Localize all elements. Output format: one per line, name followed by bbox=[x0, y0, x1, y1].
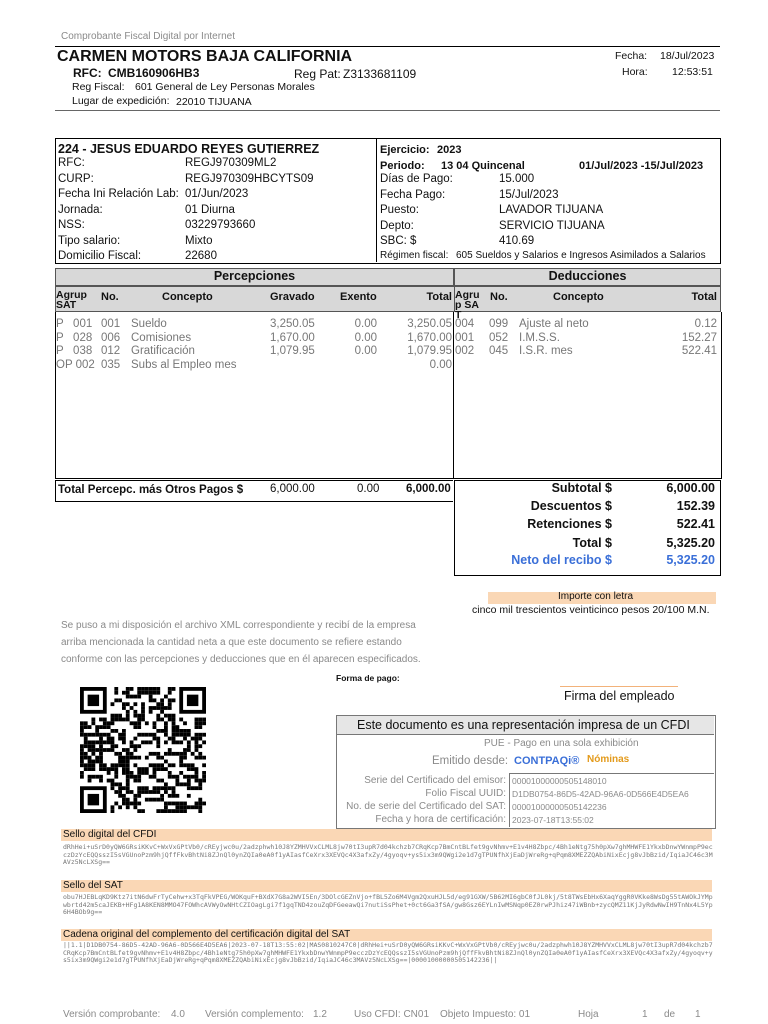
company-name: CARMEN MOTORS BAJA CALIFORNIA bbox=[57, 48, 353, 65]
employee-right-label: Fecha Pago: bbox=[380, 188, 446, 201]
header-top-rule bbox=[55, 46, 720, 47]
perc-row-concepto: Comisiones bbox=[131, 331, 192, 344]
deducciones-title: Deducciones bbox=[454, 268, 721, 286]
cert-field-value: 00001000000505142236 bbox=[512, 802, 607, 812]
employee-field-label: Fecha Ini Relación Lab: bbox=[58, 188, 179, 200]
lugar-value: 22010 TIJUANA bbox=[176, 96, 252, 108]
perc-row-agrup: OP 002 bbox=[56, 358, 95, 371]
perc-total-exento: 0.00 bbox=[357, 483, 380, 495]
ded-row-no: 045 bbox=[489, 345, 509, 357]
hora-label: Hora: bbox=[622, 66, 648, 78]
employee-field-label: CURP: bbox=[58, 172, 94, 185]
perc-row-gravado: 1,670.00 bbox=[270, 331, 315, 344]
perc-row-exento: 0.00 bbox=[354, 345, 377, 357]
version-label: Versión comprobante: bbox=[63, 1009, 161, 1020]
forma-pago-label: Forma de pago: bbox=[336, 673, 400, 683]
qr-code bbox=[80, 684, 206, 816]
employee-field-label: Jornada: bbox=[58, 203, 103, 216]
sello-cfdi-title: Sello digital del CFDI bbox=[63, 829, 157, 840]
firma-label: Firma del empleado bbox=[564, 689, 675, 703]
perc-col-gravado: Gravado bbox=[270, 291, 315, 303]
hora-value: 12:53:51 bbox=[672, 66, 713, 78]
employee-field-value: 01/Jun/2023 bbox=[185, 188, 249, 200]
ded-row-concepto: I.M.S.S. bbox=[519, 331, 560, 344]
perc-row-total: 1,079.95 bbox=[407, 345, 452, 357]
perc-col-total: Total bbox=[426, 291, 452, 303]
cadena-text: ||1.1|D1DB0754-86D5-42AD-96A6-0D566E4D5EA6|2023-07-18T13:55:02|MAS0810247C0|dRhHei+uSrD0yQW6GRsiKKvC+WxVxGPtVb0/cREyjwc0u/2adzphwh10J8YZMHVVxCLML8jw70tI3upR7d04kchzb7CRqKcp7BmCntBLfet9gvNhmv+E1v4H8Zbpc/4Bh1eNtg75h0pXw7ghMHWFE1YkxbDnwYWnmpP9ecczDzYcEQQsszI5sVGUnoPzm9hjQffFkvBhtNi8ZJnQl0ynZQIa0eA0f1yAIasfCeXrx3XEVQc4X3afxZy/4gyoqv+ys5ix3m9QWgi2e1d7gTPUNfhXjEaDjWreRg+qPqm8XMEZZQAbiNixEcjg8vJbBzid/IqiaJC46c3MAVz5NcLXSg==|00001000000505142236|| bbox=[63, 941, 713, 965]
perc-col-concepto: Concepto bbox=[162, 291, 213, 303]
employee-field-label: Domicilio Fiscal: bbox=[58, 250, 142, 262]
complemento-label: Versión complemento: bbox=[205, 1009, 304, 1020]
perc-row-exento: 0.00 bbox=[354, 318, 377, 330]
totals-label: Total $ bbox=[572, 535, 612, 550]
employee-field-value: 22680 bbox=[185, 250, 217, 262]
cert-field-label: No. de serie del Certificado del SAT: bbox=[346, 801, 506, 812]
totals-label: Subtotal $ bbox=[551, 481, 612, 495]
totals-label: Retenciones $ bbox=[527, 517, 612, 532]
importe-value: cinco mil trescientos veinticinco pesos 20/100 M.N. bbox=[472, 604, 710, 616]
perc-row-agrup: P 038 bbox=[56, 345, 93, 357]
doc-type: Comprobante Fiscal Digital por Internet bbox=[61, 31, 235, 42]
perc-row-no: 001 bbox=[101, 318, 121, 330]
employee-right-value: 15.000 bbox=[499, 173, 535, 185]
fecha-label: Fecha: bbox=[615, 50, 648, 62]
sello-cfdi-title-bg bbox=[61, 829, 712, 841]
percepciones-title: Percepciones bbox=[55, 268, 454, 286]
employee-right-label: Días de Pago: bbox=[380, 173, 453, 185]
perc-row-concepto: Gratificación bbox=[131, 345, 195, 357]
perc-row-gravado: 3,250.05 bbox=[270, 318, 315, 330]
perc-col-no: No. bbox=[101, 291, 119, 303]
cert-field-label: Serie del Certificado del emisor: bbox=[364, 775, 506, 786]
employee-field-label: NSS: bbox=[58, 219, 85, 231]
cert-field-value: D1DB0754-86D5-42AD-96A6-0D566E4D5EA6 bbox=[512, 789, 689, 799]
periodo-label: Periodo: bbox=[380, 160, 425, 172]
disclaimer-line-1: Se puso a mi disposición el archivo XML correspondiente y recibí de la empresa bbox=[61, 620, 416, 631]
perc-total-gravado: 6,000.00 bbox=[270, 483, 315, 495]
cert-field-value: 00001000000505148010 bbox=[512, 776, 607, 786]
employee-right-label: Puesto: bbox=[380, 204, 419, 216]
ejercicio-value: 2023 bbox=[437, 144, 462, 156]
ded-row-agrup: 001 bbox=[455, 331, 475, 344]
emitido-label: Emitido desde: bbox=[432, 755, 509, 767]
disclaimer-line-3: conforme con las percepciones y deducciones que en él aparecen especificados. bbox=[61, 654, 421, 665]
nominas-logo: Nóminas bbox=[587, 754, 630, 765]
cfdi-pue: PUE - Pago en una sola exhibición bbox=[484, 738, 639, 749]
hoja-total: 1 bbox=[695, 1009, 701, 1020]
cert-field-label: Fecha y hora de certificación: bbox=[375, 814, 506, 825]
ded-row-no: 099 bbox=[489, 318, 509, 330]
ded-col-concepto: Concepto bbox=[553, 291, 604, 303]
perc-row-concepto: Sueldo bbox=[131, 318, 167, 330]
employee-box-divider bbox=[376, 138, 377, 262]
sello-sat-title-bg bbox=[61, 880, 712, 892]
sello-sat-text: obu7HJEBLqKD9Ktz7itN6dwFrTyCehw+x3TqFkVPEG/WOKquF+BXdX7G8a2WVI5En/3DOlcGEZnVjo+fBL5Zo6M4Vgm2QxuHJL5d/eg91GXW/5B62MI6gbC0fJL0kj/5t8TWsEbHx6XaqYggR0VKke8WsDg55tAWOkJYMpwbrtd42m5caJEKB+HFg1A8KEN8MMO47FOWhcAVWyOwNHtCZIOagLgi7f1gqTND4zouZqDFGeeawQi7nutiSsPhet+0ct6Ga3fSA/gw8Gsz6EYLnIwMSNqp0EZ0rwPJhiz47iWBnb+zycQMZ11KjJyRdwNwIH9TnNx4L5Yp6H4BOb9g== bbox=[63, 893, 713, 917]
totals-value: 522.41 bbox=[676, 517, 715, 532]
cert-field-value: 2023-07-18T13:55:02 bbox=[512, 815, 594, 825]
ded-row-agrup: 002 bbox=[455, 345, 475, 357]
perc-row-no: 035 bbox=[101, 358, 121, 371]
importe-label: Importe con letra bbox=[558, 591, 634, 602]
perc-row-total: 1,670.00 bbox=[407, 331, 452, 344]
employee-right-value: LAVADOR TIJUANA bbox=[499, 204, 604, 216]
perc-row-agrup: P 001 bbox=[56, 318, 93, 330]
employee-field-label: RFC: bbox=[58, 157, 85, 169]
totals-value: 152.39 bbox=[676, 499, 715, 514]
fecha-value: 18/Jul/2023 bbox=[660, 50, 715, 62]
perc-row-no: 006 bbox=[101, 331, 121, 344]
rfc-label: RFC: bbox=[73, 66, 102, 80]
regimen-label: Régimen fiscal: bbox=[380, 250, 449, 261]
cadena-title: Cadena original del complemento del certificación digital del SAT bbox=[63, 929, 351, 940]
perc-total-label: Total Percepc. más Otros Pagos $ bbox=[58, 484, 244, 496]
ded-row-total: 152.27 bbox=[681, 331, 717, 344]
perc-row-total: 0.00 bbox=[429, 358, 452, 371]
items-divider bbox=[453, 312, 454, 478]
complemento-value: 1.2 bbox=[313, 1009, 327, 1020]
employee-right-value: 15/Jul/2023 bbox=[499, 188, 559, 201]
disclaimer-line-2: arriba mencionada la cantidad neta a que este documento se refiere estando bbox=[61, 637, 402, 648]
rfc-value: CMB160906HB3 bbox=[108, 66, 200, 80]
employee-field-value: REGJ970309ML2 bbox=[185, 157, 277, 169]
perc-row-gravado: 1,079.95 bbox=[270, 345, 315, 357]
totals-value: 6,000.00 bbox=[666, 481, 715, 495]
perc-total-total: 6,000.00 bbox=[406, 483, 451, 495]
employee-field-label: Tipo salario: bbox=[58, 234, 121, 247]
employee-right-value: SERVICIO TIJUANA bbox=[499, 219, 605, 232]
perc-row-concepto: Subs al Empleo mes bbox=[131, 358, 237, 371]
neto-label: Neto del recibo $ bbox=[511, 553, 612, 567]
perc-col-exento: Exento bbox=[340, 291, 377, 303]
periodo-value: 13 04 Quincenal bbox=[441, 160, 525, 172]
employee-right-value: 410.69 bbox=[499, 235, 535, 247]
cfdi-title: Este documento es una representación impresa de un CFDI bbox=[357, 718, 690, 732]
employee-field-value: 03229793660 bbox=[185, 219, 256, 231]
totals-label: Descuentos $ bbox=[530, 499, 612, 514]
employee-field-value: REGJ970309HBCYTS09 bbox=[185, 172, 314, 185]
ejercicio-label: Ejercicio: bbox=[380, 144, 430, 156]
hoja-num: 1 bbox=[642, 1009, 648, 1020]
regimen-value: 605 Sueldos y Salarios e Ingresos Asimilados a Salarios bbox=[456, 250, 706, 261]
totals-value: 5,325.20 bbox=[666, 535, 715, 550]
objeto-impuesto: Objeto Impuesto: 01 bbox=[440, 1009, 531, 1020]
hoja-label: Hoja bbox=[578, 1009, 599, 1020]
perc-row-total: 3,250.05 bbox=[407, 318, 452, 330]
header-bottom-rule bbox=[55, 110, 720, 111]
ded-col-no: No. bbox=[490, 291, 508, 303]
perc-row-no: 012 bbox=[101, 345, 121, 357]
uso-cfdi: Uso CFDI: CN01 bbox=[354, 1009, 430, 1020]
reg-fiscal-value: 601 General de Ley Personas Morales bbox=[135, 81, 315, 93]
employee-field-value: Mixto bbox=[185, 234, 213, 247]
reg-fiscal-label: Reg Fiscal: bbox=[72, 81, 125, 93]
perc-row-agrup: P 028 bbox=[56, 331, 93, 344]
employee-right-label: Depto: bbox=[380, 219, 414, 232]
employee-name: 224 - JESUS EDUARDO REYES GUTIERREZ bbox=[58, 142, 320, 156]
contpaqi-logo: CONTPAQi® bbox=[514, 755, 580, 767]
ded-col-agrup: Agru p SA T bbox=[455, 289, 480, 321]
hoja-de: de bbox=[664, 1009, 676, 1020]
sello-sat-title: Sello del SAT bbox=[63, 880, 123, 891]
version-value: 4.0 bbox=[171, 1009, 185, 1020]
periodo-range: 01/Jul/2023 -15/Jul/2023 bbox=[579, 160, 704, 172]
employee-right-label: SBC: $ bbox=[380, 235, 417, 247]
sello-cfdi-text: dRhHei+uSrD0yQW6GRsiKKvC+WxVxGPtVb0/cREyjwc0u/2adzphwh10J8YZMHVVxCLML8jw70tI3upR7d04kchzb7CRqKcp7BmCntBLfet9gvNhmv+E1v4H8Zbpc/4Bh1eNtg75h0pXw7ghMHWFE1YkxbDnwYWnmpP9ecczDzYcEQQsszI5sVGUnoPzm9hjQffFkvBhtNi8ZJnQl0ynZQIa0eA0f1yAIasfCeXrx3XEVQc4X3afxZy/4gyoqv+ys5ix3m9QWgi2e1d7gTPUNfhXjEaDjWreRg+qPqm8XMEZZQAbiNixEcjg8vJbBzid/IqiaJC46c3MAVz5NcLXSg== bbox=[63, 843, 713, 867]
neto-value: 5,325.20 bbox=[666, 553, 715, 567]
regpat-label: Reg Pat: bbox=[294, 67, 341, 81]
ded-row-concepto: Ajuste al neto bbox=[519, 318, 589, 330]
ded-row-no: 052 bbox=[489, 331, 509, 344]
regpat-value: Z3133681109 bbox=[343, 67, 417, 81]
ded-row-total: 0.12 bbox=[694, 318, 717, 330]
cert-field-label: Folio Fiscal UUID: bbox=[425, 788, 506, 799]
lugar-label: Lugar de expedición: bbox=[72, 95, 170, 107]
firma-line bbox=[560, 686, 678, 687]
perc-col-agrup: Agrup SAT bbox=[56, 289, 87, 311]
perc-row-exento: 0.00 bbox=[354, 331, 377, 344]
employee-field-value: 01 Diurna bbox=[185, 203, 235, 216]
ded-col-total: Total bbox=[691, 291, 717, 303]
ded-row-concepto: I.S.R. mes bbox=[519, 345, 573, 357]
ded-row-agrup: 004 bbox=[455, 318, 475, 330]
ded-row-total: 522.41 bbox=[681, 345, 717, 357]
